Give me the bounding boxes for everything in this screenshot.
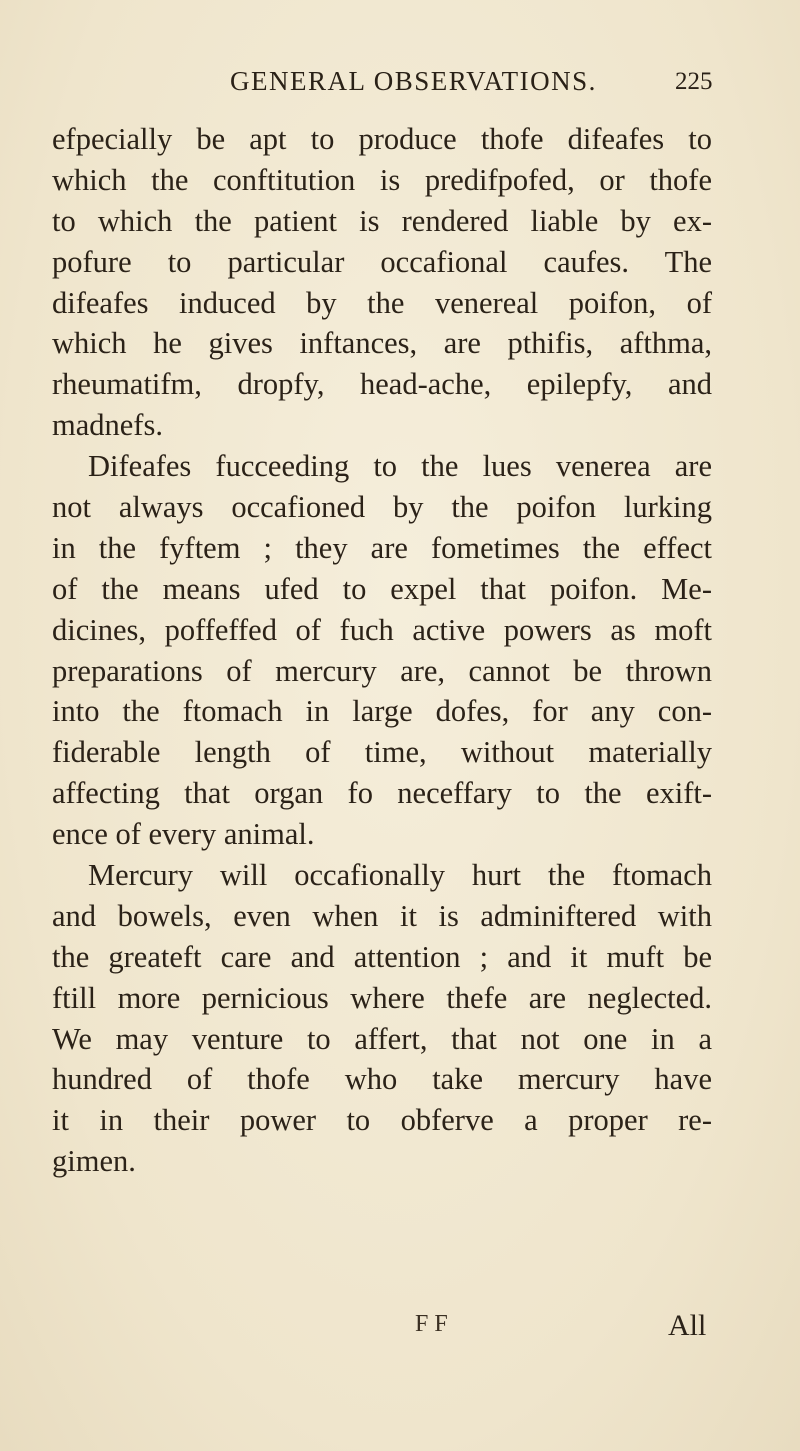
text-line: madnefs. — [52, 408, 163, 443]
text-line: pofure to particular occafional caufes. The — [52, 244, 712, 279]
text-line: the greateft care and attention ; and it muft be — [52, 939, 712, 974]
text-line: gimen. — [52, 1144, 136, 1179]
text-line: hundred of thofe who take mercury have — [52, 1062, 712, 1097]
text-line: in the fyftem ; they are fometimes the effect — [52, 530, 712, 565]
text-line: ence of every animal. — [52, 817, 315, 852]
text-line: into the ftomach in large dofes, for any con- — [52, 694, 712, 729]
text-line: efpecially be apt to produce thofe difeafes to — [52, 122, 712, 156]
text-line: of the means ufed to expel that poifon. Me- — [52, 571, 712, 606]
body-text — [52, 119, 712, 1182]
text-line: difeafes induced by the venereal poifon, of — [52, 285, 712, 320]
text-line: ftill more pernicious where thefe are neglected. — [52, 980, 712, 1015]
text-line: and bowels, even when it is adminiftered with — [52, 898, 712, 933]
page-number: 225 — [675, 68, 713, 95]
running-head: GENERAL OBSERVATIONS. — [230, 66, 597, 96]
page-header — [0, 66, 800, 106]
paragraph-1 — [52, 119, 712, 446]
text-line: We may venture to affert, that not one in a — [52, 1021, 712, 1056]
text-line: fiderable length of time, without materially — [52, 735, 712, 770]
text-line: Difeafes fucceeding to the lues venerea are — [88, 449, 712, 484]
text-line: affecting that organ fo neceffary to the exift- — [52, 776, 712, 811]
text-line: dicines, poffeffed of fuch active powers as moft — [52, 612, 712, 647]
text-line: which the conftitution is predifpofed, or thofe — [52, 162, 712, 197]
text-line: rheumatifm, dropfy, head-ache, epilepfy, and — [52, 367, 712, 402]
page-footer — [0, 1311, 800, 1351]
text-line: which he gives inftances, are pthifis, afthma, — [52, 326, 712, 361]
text-line: preparations of mercury are, cannot be thrown — [52, 653, 712, 688]
text-line: to which the patient is rendered liable by ex- — [52, 203, 712, 238]
catchword: All — [668, 1309, 707, 1342]
paragraph-2 — [52, 446, 712, 855]
signature-mark: F F — [415, 1311, 448, 1337]
paragraph-3 — [52, 855, 712, 1182]
text-line: Mercury will occafionally hurt the ftomach — [88, 858, 712, 893]
text-line: not always occafioned by the poifon lurking — [52, 490, 712, 525]
text-line: it in their power to obferve a proper re- — [52, 1103, 712, 1138]
